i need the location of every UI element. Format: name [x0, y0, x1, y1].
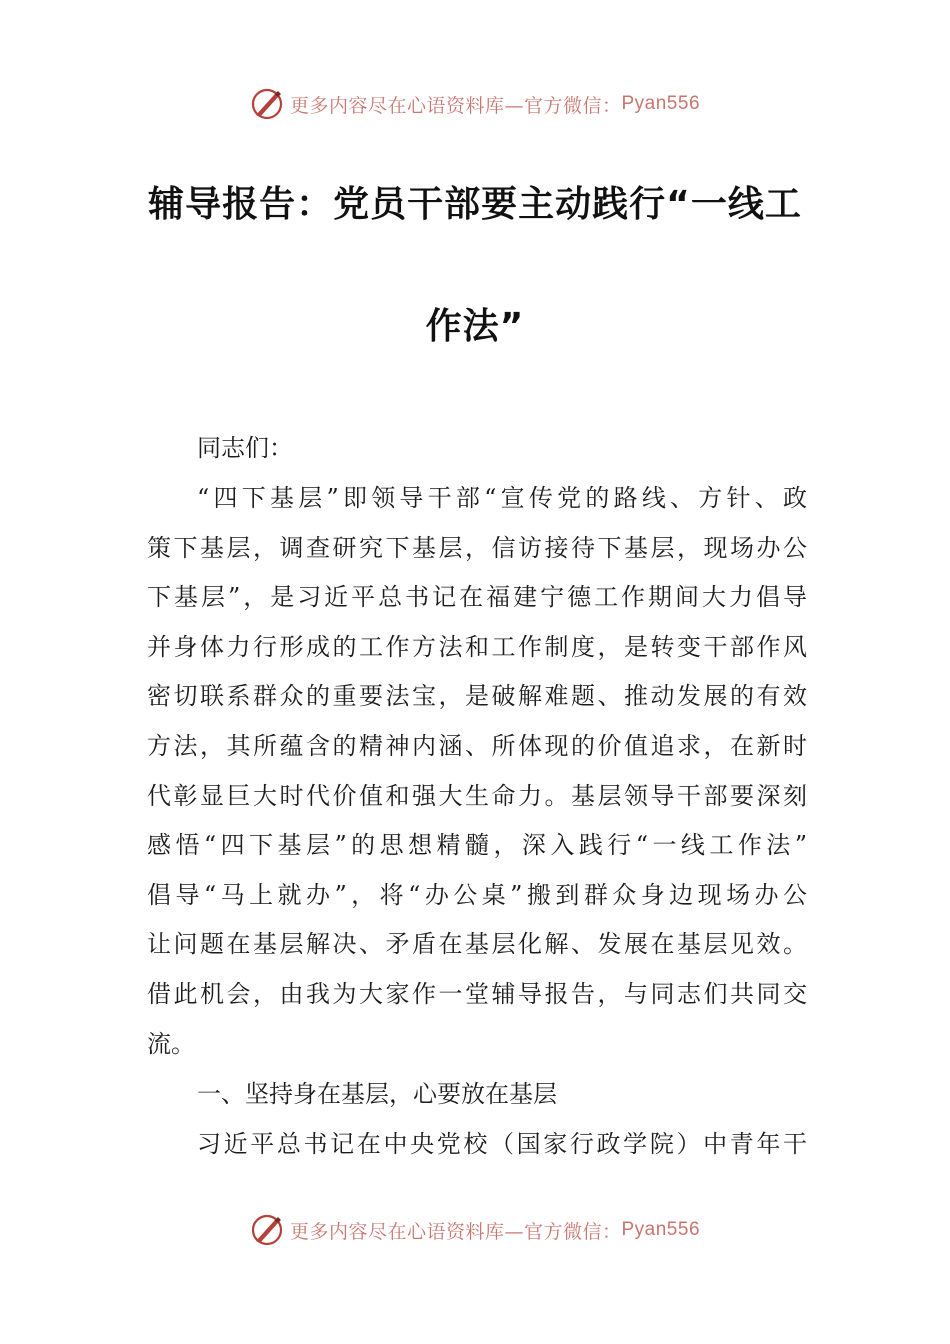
paragraph-line: “四下基层”即领导干部“宣传党的路线、方针、政	[197, 484, 807, 512]
paragraph-line: 代彰显巨大时代价值和强大生命力。基层领导干部要深刻	[147, 781, 807, 810]
document-title-line-1: 辅导报告：党员干部要主动践行“一线工	[148, 184, 802, 225]
watermark-wechat-id: Pyan556	[621, 1219, 701, 1240]
paragraph-line: 并身体力行形成的工作方法和工作制度，是转变干部作风	[147, 632, 807, 661]
pen-logo-icon	[250, 1213, 284, 1247]
watermark-text: 更多内容尽在心语资料库—官方微信：	[289, 94, 622, 117]
greeting-block	[147, 424, 807, 474]
paragraph-line: 下基层”，是习近平总书记在福建宁德工作期间大力倡导	[147, 583, 807, 612]
greeting: 同志们：	[197, 434, 293, 462]
paragraph-line: 策下基层，调查研究下基层，信访接待下基层，现场办公	[147, 533, 807, 562]
watermark-wechat-id: Pyan556	[621, 93, 701, 114]
paragraph-line: 方法，其所蕴含的精神内涵、所体现的价值追求，在新时	[147, 731, 807, 760]
watermark-header	[0, 82, 950, 126]
section-1-heading: 一、坚持身在基层，心要放在基层	[197, 1080, 557, 1108]
watermark-text: 更多内容尽在心语资料库—官方微信：	[289, 1220, 622, 1243]
paragraph-line: 流。	[147, 1029, 195, 1058]
paragraph-2	[147, 1120, 807, 1170]
document-title-line-2: 作法”	[425, 306, 525, 347]
paragraph-1	[147, 474, 807, 1069]
section-1-block	[147, 1070, 807, 1120]
paragraph-line: 倡导“马上就办”，将“办公桌”搬到群众身边现场办公	[147, 880, 807, 909]
paragraph-line: 习近平总书记在中央党校（国家行政学院）中青年干	[197, 1130, 807, 1158]
watermark-footer	[0, 1208, 950, 1252]
paragraph-line: 密切联系群众的重要法宝，是破解难题、推动发展的有效	[147, 682, 807, 711]
paragraph-line: 借此机会，由我为大家作一堂辅导报告，与同志们共同交	[147, 979, 807, 1008]
paragraph-line: 让问题在基层解决、矛盾在基层化解、发展在基层见效。	[147, 930, 807, 959]
paragraph-line: 感悟“四下基层”的思想精髓，深入践行“一线工作法”	[147, 831, 807, 860]
pen-logo-icon	[250, 87, 284, 121]
